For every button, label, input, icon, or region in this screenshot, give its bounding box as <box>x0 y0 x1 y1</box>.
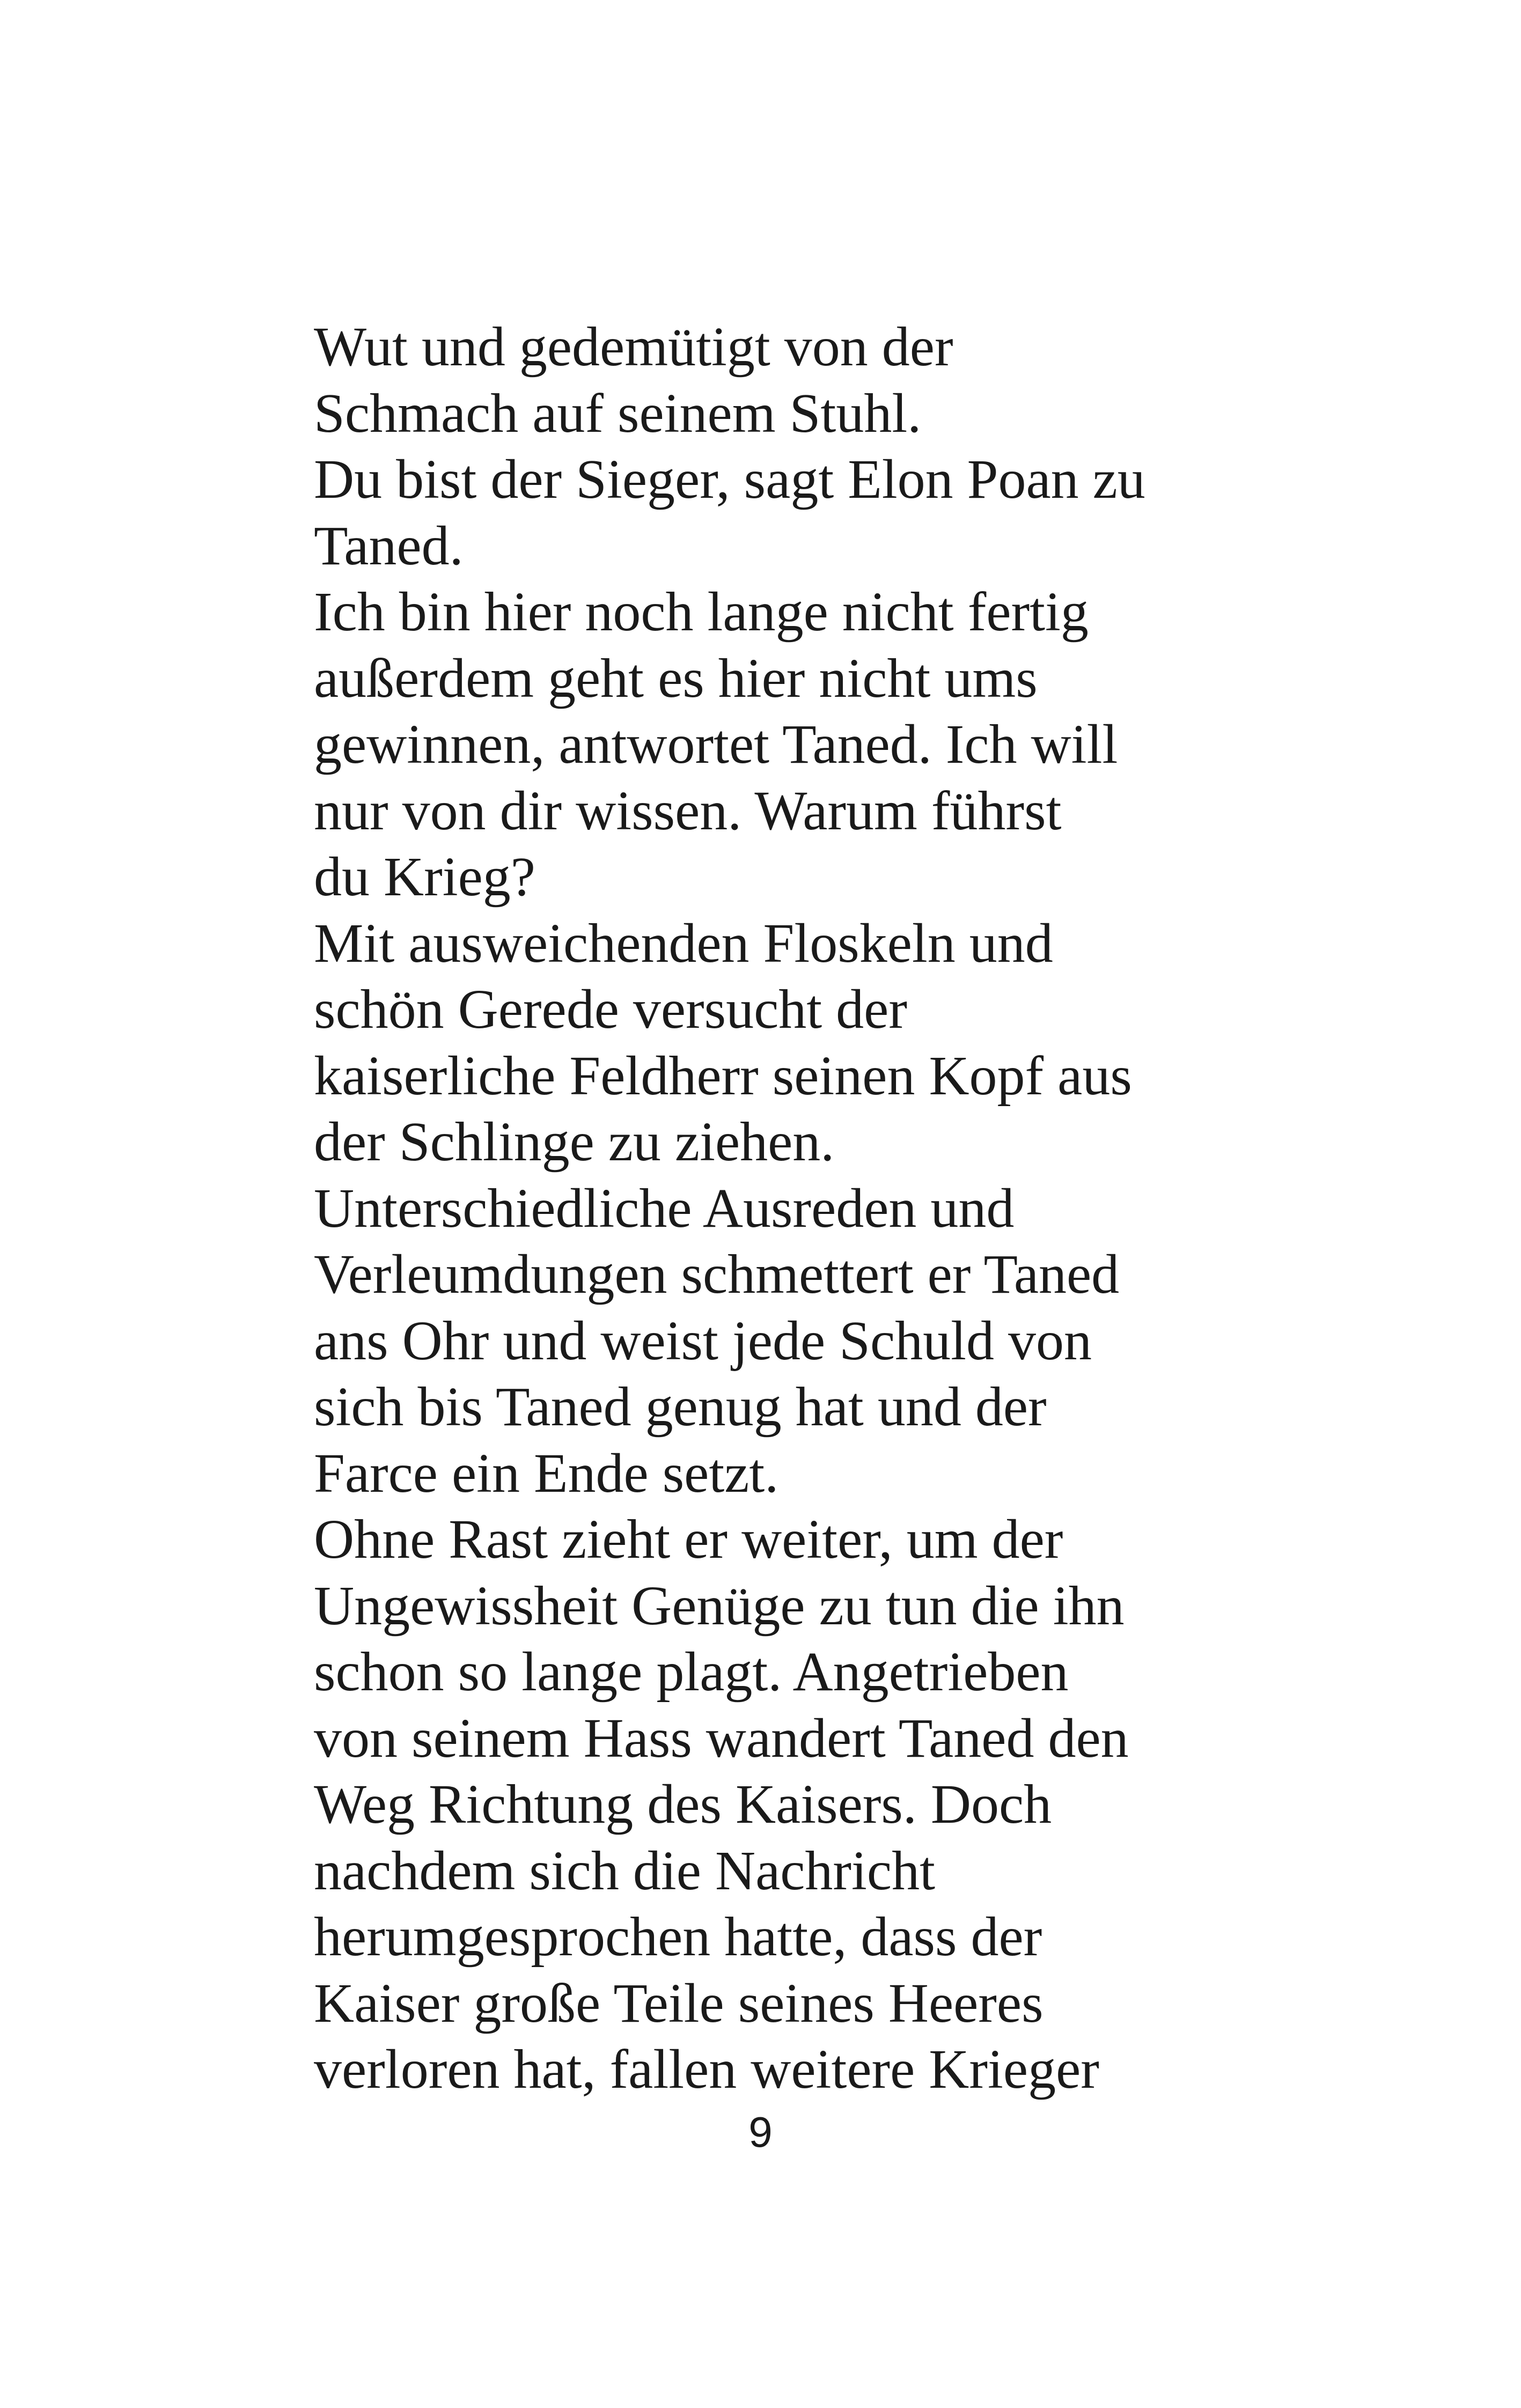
text-line-22: von seinem Hass wandert Taned den <box>314 1707 1129 1769</box>
page-number: 9 <box>748 2108 773 2156</box>
text-line-27: verloren hat, fallen weitere Krieger <box>314 2038 1099 2100</box>
text-line-4: Taned. <box>314 514 464 577</box>
text-line-17: sich bis Taned genug hat und der <box>314 1376 1047 1438</box>
text-line-6: außerdem geht es hier nicht ums <box>314 647 1038 709</box>
text-line-12: kaiserliche Feldherr seinen Kopf aus <box>314 1044 1132 1107</box>
text-line-7: gewinnen, antwortet Taned. Ich will <box>314 713 1118 775</box>
text-line-8: nur von dir wissen. Warum führst <box>314 779 1062 842</box>
text-line-9: du Krieg? <box>314 846 535 908</box>
text-line-13: der Schlinge zu ziehen. <box>314 1111 835 1173</box>
text-line-3: Du bist der Sieger, sagt Elon Poan zu <box>314 448 1145 510</box>
text-line-1: Wut und gedemütigt von der <box>314 316 953 378</box>
text-line-18: Farce ein Ende setzt. <box>314 1442 779 1504</box>
text-line-15: Verleumdungen schmettert er Taned <box>314 1243 1120 1305</box>
text-line-5: Ich bin hier noch lange nicht fertig <box>314 581 1089 643</box>
text-line-16: ans Ohr und weist jede Schuld von <box>314 1309 1092 1372</box>
text-line-20: Ungewissheit Genüge zu tun die ihn <box>314 1574 1125 1637</box>
text-line-25: herumgesprochen hatte, dass der <box>314 1906 1042 1968</box>
text-line-19: Ohne Rast zieht er weiter, um der <box>314 1508 1063 1570</box>
text-line-11: schön Gerede versucht der <box>314 978 907 1040</box>
body-text <box>314 314 1226 2103</box>
text-line-2: Schmach auf seinem Stuhl. <box>314 382 922 444</box>
text-line-23: Weg Richtung des Kaisers. Doch <box>314 1773 1052 1835</box>
text-line-10: Mit ausweichenden Floskeln und <box>314 912 1053 974</box>
text-line-14: Unterschiedliche Ausreden und <box>314 1177 1015 1239</box>
text-line-24: nachdem sich die Nachricht <box>314 1839 935 1902</box>
text-line-26: Kaiser große Teile seines Heeres <box>314 1972 1044 2034</box>
text-line-21: schon so lange plagt. Angetrieben <box>314 1641 1069 1703</box>
